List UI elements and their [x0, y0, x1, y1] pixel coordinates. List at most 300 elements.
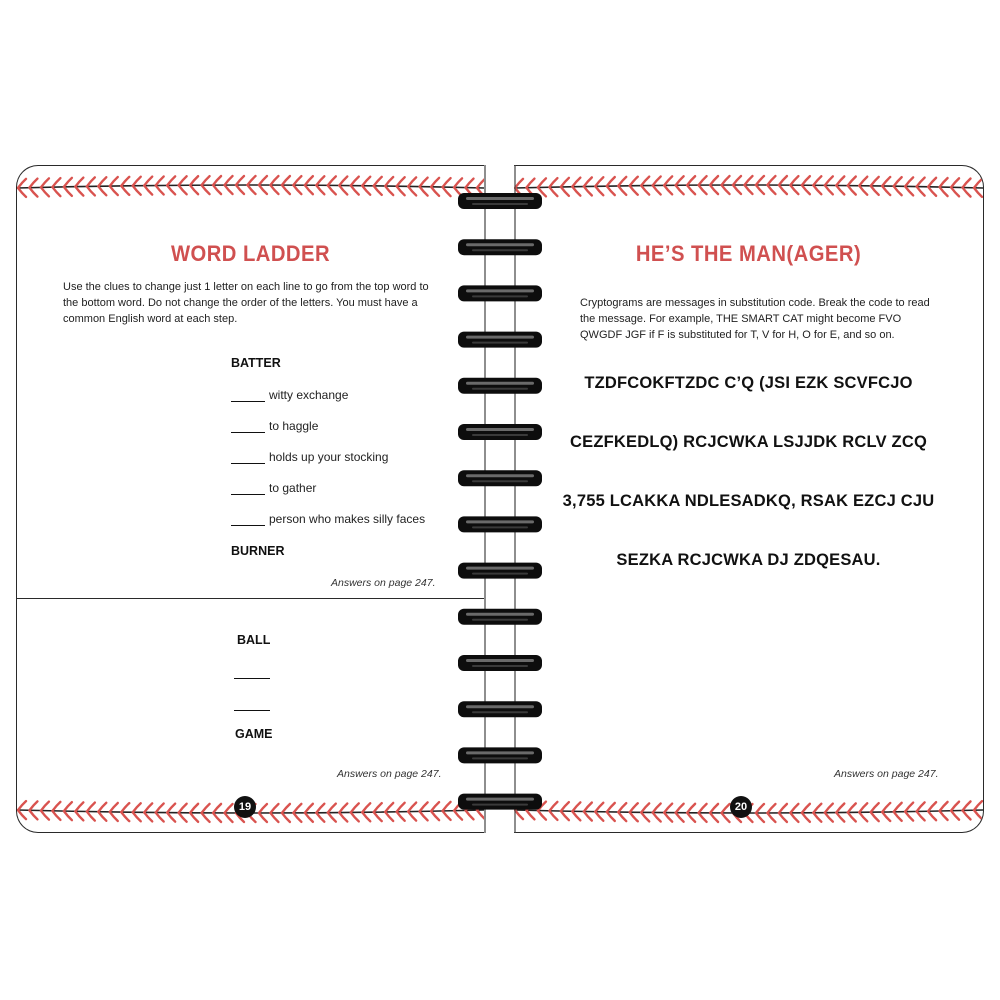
- stitch-mark: [98, 803, 106, 812]
- stitch-mark: [156, 813, 164, 822]
- stitch-mark: [572, 802, 580, 811]
- stitch-mark: [121, 812, 129, 821]
- stitch-mark: [561, 178, 569, 187]
- answers-note: Answers on page 247.: [337, 768, 442, 780]
- stitch-mark: [133, 812, 141, 821]
- stitch-mark: [733, 176, 741, 185]
- stitch-mark: [745, 176, 753, 185]
- ladder-top-word: BALL: [237, 633, 271, 647]
- stitch-mark: [420, 187, 428, 196]
- stitch-mark: [98, 186, 106, 195]
- stitch-mark: [859, 803, 867, 812]
- stitch-mark: [676, 185, 684, 194]
- ladder-clue: to haggle: [269, 419, 319, 433]
- stitch-mark: [190, 185, 198, 194]
- stitch-mark: [951, 178, 959, 187]
- stitch-mark: [75, 178, 83, 187]
- stitch-mark: [549, 811, 557, 820]
- answer-blank[interactable]: [234, 678, 270, 679]
- stitch-mark: [790, 176, 798, 185]
- right-page: [514, 165, 984, 833]
- stitch-mark: [374, 186, 382, 195]
- stitch-mark: [641, 812, 649, 821]
- stitch-mark: [87, 803, 95, 812]
- stitch-mark: [584, 186, 592, 195]
- stitch-mark: [940, 811, 948, 820]
- stitch-mark: [756, 813, 764, 822]
- stitch-mark: [836, 176, 844, 185]
- stitch-mark: [561, 802, 569, 811]
- stitch-mark: [213, 176, 221, 185]
- stitch-mark: [202, 813, 210, 822]
- stitch-mark: [859, 186, 867, 195]
- stitch-mark: [859, 177, 867, 186]
- answer-blank[interactable]: [234, 710, 270, 711]
- stitch-mark: [710, 176, 718, 185]
- spiral-binding: [452, 165, 548, 833]
- spiral-ring: [458, 516, 542, 532]
- stitch-mark: [928, 802, 936, 811]
- baseball-stitch-top: [17, 166, 484, 206]
- stitch-mark: [213, 804, 221, 813]
- stitch-mark: [664, 813, 672, 822]
- stitch-mark: [963, 179, 971, 188]
- stitch-mark: [584, 803, 592, 812]
- stitch-mark: [549, 178, 557, 187]
- stitch-mark: [699, 185, 707, 194]
- stitch-mark: [351, 812, 359, 821]
- ladder-clue: to gather: [269, 481, 317, 495]
- stitch-mark: [144, 812, 152, 821]
- stitch-mark: [431, 802, 439, 811]
- stitch-mark: [790, 185, 798, 194]
- stitch-mark: [41, 802, 49, 811]
- stitch-mark: [722, 813, 730, 822]
- left-page: [16, 165, 484, 833]
- stitch-mark: [722, 176, 730, 185]
- stitch-mark: [607, 177, 615, 186]
- stitch-mark: [584, 177, 592, 186]
- stitch-mark: [813, 185, 821, 194]
- stitch-mark: [641, 803, 649, 812]
- stitch-mark: [595, 186, 603, 195]
- stitch-mark: [894, 803, 902, 812]
- stitch-mark: [928, 178, 936, 187]
- ladder-row: [231, 450, 388, 464]
- stitch-mark: [282, 176, 290, 185]
- stitch-mark: [974, 179, 982, 188]
- stitch-mark: [802, 804, 810, 813]
- answer-blank[interactable]: [231, 451, 265, 464]
- stitch-mark: [339, 176, 347, 185]
- stitch-mark: [905, 812, 913, 821]
- stitch-mark: [813, 176, 821, 185]
- stitch-mark: [385, 177, 393, 186]
- stitch-mark: [293, 176, 301, 185]
- spiral-ring: [458, 747, 542, 763]
- stitch-mark: [699, 804, 707, 813]
- stitch-mark: [710, 804, 718, 813]
- ladder-clue: person who makes silly faces: [269, 512, 426, 526]
- stitch-mark: [225, 804, 233, 813]
- stitch-mark: [52, 187, 60, 196]
- stitch-mark: [664, 185, 672, 194]
- stitch-mark: [802, 176, 810, 185]
- stitch-mark: [397, 177, 405, 186]
- stitch-mark: [374, 803, 382, 812]
- stitch-mark: [951, 187, 959, 196]
- stitch-mark: [374, 177, 382, 186]
- stitch-mark: [618, 177, 626, 186]
- stitch-mark: [733, 185, 741, 194]
- baseball-stitch-top: [514, 166, 983, 206]
- stitch-mark: [664, 176, 672, 185]
- stitch-mark: [561, 811, 569, 820]
- stitch-mark: [41, 811, 49, 820]
- cryptogram-line: SEZKA RCJCWKA DJ ZDQESAU.: [616, 551, 881, 569]
- stitch-mark: [974, 810, 982, 819]
- cryptogram-line: CEZFKEDLQ) RCJCWKA LSJJDK RCLV ZCQ: [570, 433, 927, 451]
- spiral-ring: [458, 563, 542, 579]
- stitch-mark: [699, 813, 707, 822]
- stitch-mark: [385, 812, 393, 821]
- answer-blank[interactable]: [231, 389, 265, 402]
- stitch-mark: [779, 813, 787, 822]
- ladder-bottom-word: BURNER: [231, 544, 285, 558]
- instructions: Cryptograms are messages in substitution code. Break the code to read the message. For example, THE SMART CAT might become FVO QWGDF JGF if F is substituted for T, V for H, O for E, and so on.: [580, 297, 930, 341]
- stitch-mark: [802, 813, 810, 822]
- stitch-mark: [156, 176, 164, 185]
- stitch-mark: [905, 186, 913, 195]
- stitch-mark: [664, 804, 672, 813]
- stitch-mark: [607, 803, 615, 812]
- stitch-mark: [756, 176, 764, 185]
- stitch-mark: [167, 176, 175, 185]
- stitch-mark: [385, 803, 393, 812]
- stitch-mark: [928, 187, 936, 196]
- stitch-mark: [259, 176, 267, 185]
- stitch-mark: [225, 813, 233, 822]
- stitch-mark: [572, 187, 580, 196]
- page-number: 19: [234, 796, 256, 818]
- stitch-mark: [676, 813, 684, 822]
- stitch-mark: [18, 810, 26, 819]
- stitch-mark: [397, 186, 405, 195]
- stitch-mark: [836, 813, 844, 822]
- stitch-mark: [408, 803, 416, 812]
- ladder-clue: holds up your stocking: [269, 450, 389, 464]
- stitch-mark: [167, 185, 175, 194]
- stitch-mark: [443, 178, 451, 187]
- stitch-mark: [699, 176, 707, 185]
- stitch-mark: [374, 812, 382, 821]
- stitch-mark: [653, 176, 661, 185]
- stitch-mark: [156, 185, 164, 194]
- stitch-mark: [630, 186, 638, 195]
- stitch-mark: [687, 813, 695, 822]
- stitch-mark: [420, 811, 428, 820]
- answer-blank[interactable]: [231, 482, 265, 495]
- stitch-mark: [710, 813, 718, 822]
- stitch-mark: [293, 804, 301, 813]
- stitch-mark: [630, 177, 638, 186]
- stitch-mark: [653, 813, 661, 822]
- page-number: 20: [730, 796, 752, 818]
- stitch-mark: [305, 813, 313, 822]
- stitch-mark: [213, 185, 221, 194]
- stitch-mark: [339, 804, 347, 813]
- stitch-mark: [339, 185, 347, 194]
- stitch-mark: [595, 803, 603, 812]
- stitch-mark: [549, 187, 557, 196]
- stitch-mark: [385, 186, 393, 195]
- stitch-mark: [825, 176, 833, 185]
- stitch-mark: [790, 813, 798, 822]
- stitch-mark: [882, 177, 890, 186]
- stitch-mark: [316, 813, 324, 822]
- stitch-mark: [431, 187, 439, 196]
- stitch-mark: [687, 185, 695, 194]
- stitch-mark: [687, 804, 695, 813]
- stitch-mark: [259, 813, 267, 822]
- stitch-mark: [607, 812, 615, 821]
- stitch-mark: [745, 185, 753, 194]
- stitch-mark: [248, 176, 256, 185]
- stitch-mark: [882, 803, 890, 812]
- stitch-mark: [722, 185, 730, 194]
- stitch-mark: [362, 177, 370, 186]
- stitch-mark: [825, 813, 833, 822]
- stitch-mark: [190, 813, 198, 822]
- stitch-mark: [408, 812, 416, 821]
- stitch-mark: [305, 804, 313, 813]
- stitch-mark: [316, 185, 324, 194]
- stitch-mark: [641, 186, 649, 195]
- instructions: Use the clues to change just 1 letter on each line to go from the top word to the bottom word. Do not change the order of the letters. You must have a common English word at each step.: [63, 281, 429, 325]
- spiral-ring: [458, 193, 542, 209]
- stitch-mark: [963, 188, 971, 197]
- stitch-mark: [584, 812, 592, 821]
- stitch-mark: [351, 186, 359, 195]
- stitch-mark: [836, 185, 844, 194]
- stitch-mark: [75, 187, 83, 196]
- stitch-mark: [190, 804, 198, 813]
- stitch-mark: [630, 812, 638, 821]
- stitch-mark: [351, 177, 359, 186]
- stitch-mark: [362, 803, 370, 812]
- stitch-mark: [420, 178, 428, 187]
- stitch-mark: [420, 802, 428, 811]
- stitch-mark: [293, 813, 301, 822]
- stitch-mark: [917, 178, 925, 187]
- stitch-mark: [179, 185, 187, 194]
- stitch-mark: [940, 178, 948, 187]
- stitch-mark: [305, 176, 313, 185]
- stitch-mark: [282, 813, 290, 822]
- stitch-mark: [248, 185, 256, 194]
- stitch-mark: [951, 811, 959, 820]
- stitch-mark: [179, 813, 187, 822]
- stitch-mark: [848, 186, 856, 195]
- stitch-mark: [871, 812, 879, 821]
- spiral-ring: [458, 609, 542, 625]
- stitch-mark: [270, 185, 278, 194]
- stitch-mark: [779, 185, 787, 194]
- spiral-ring: [458, 424, 542, 440]
- stitch-mark: [825, 804, 833, 813]
- cryptogram-line: 3,755 LCAKKA NDLESADKQ, RSAK EZCJ CJU: [562, 492, 935, 510]
- spiral-ring: [458, 701, 542, 717]
- stitch-mark: [339, 813, 347, 822]
- stitch-mark: [305, 185, 313, 194]
- stitch-mark: [133, 186, 141, 195]
- ladder-bottom-word: GAME: [235, 727, 273, 741]
- stitch-mark: [630, 803, 638, 812]
- stitch-mark: [64, 187, 72, 196]
- stitch-mark: [963, 810, 971, 819]
- stitch-mark: [431, 178, 439, 187]
- stitch-mark: [351, 803, 359, 812]
- answer-blank[interactable]: [231, 420, 265, 433]
- stitch-mark: [848, 803, 856, 812]
- stitch-mark: [167, 813, 175, 822]
- stitch-mark: [87, 186, 95, 195]
- stitch-mark: [963, 801, 971, 810]
- stitch-mark: [802, 185, 810, 194]
- stitch-mark: [825, 185, 833, 194]
- spiral-ring: [458, 239, 542, 255]
- stitch-mark: [41, 178, 49, 187]
- stitch-mark: [328, 185, 336, 194]
- stitch-mark: [121, 803, 129, 812]
- stitch-mark: [167, 804, 175, 813]
- stitch-mark: [848, 177, 856, 186]
- stitch-mark: [813, 813, 821, 822]
- stitch-mark: [653, 804, 661, 813]
- stitch-mark: [871, 803, 879, 812]
- stitch-mark: [940, 187, 948, 196]
- ladder-clue: witty exchange: [269, 388, 349, 402]
- stitch-mark: [52, 178, 60, 187]
- spiral-ring: [458, 332, 542, 348]
- stitch-mark: [710, 185, 718, 194]
- stitch-mark: [882, 186, 890, 195]
- stitch-mark: [408, 177, 416, 186]
- stitch-mark: [940, 802, 948, 811]
- stitch-mark: [607, 186, 615, 195]
- stitch-mark: [767, 804, 775, 813]
- stitch-mark: [917, 811, 925, 820]
- ladder-row: [231, 388, 348, 402]
- stitch-mark: [87, 177, 95, 186]
- stitch-mark: [572, 811, 580, 820]
- stitch-mark: [179, 804, 187, 813]
- page-title: HE’S THE MAN(AGER): [635, 241, 862, 266]
- stitch-mark: [595, 812, 603, 821]
- stitch-mark: [894, 812, 902, 821]
- stitch-mark: [270, 804, 278, 813]
- stitch-mark: [29, 810, 37, 819]
- stitch-mark: [64, 178, 72, 187]
- stitch-mark: [270, 176, 278, 185]
- stitch-mark: [144, 186, 152, 195]
- answers-note: Answers on page 247.: [834, 768, 939, 780]
- stitch-mark: [974, 801, 982, 810]
- stitch-mark: [87, 812, 95, 821]
- stitch-mark: [75, 811, 83, 820]
- stitch-mark: [974, 188, 982, 197]
- stitch-mark: [98, 812, 106, 821]
- spiral-ring: [458, 285, 542, 301]
- answer-blank[interactable]: [231, 513, 265, 526]
- ladder-row: [231, 419, 318, 433]
- stitch-mark: [282, 185, 290, 194]
- stitch-mark: [18, 188, 26, 197]
- stitch-mark: [618, 803, 626, 812]
- spiral-ring: [458, 794, 542, 810]
- stitch-mark: [179, 176, 187, 185]
- stitch-mark: [882, 812, 890, 821]
- stitch-mark: [790, 804, 798, 813]
- stitch-mark: [41, 187, 49, 196]
- stitch-mark: [144, 177, 152, 186]
- stitch-mark: [202, 176, 210, 185]
- stitch-mark: [641, 177, 649, 186]
- stitch-mark: [767, 185, 775, 194]
- stitch-mark: [362, 186, 370, 195]
- stitch-mark: [316, 804, 324, 813]
- spiral-ring: [458, 378, 542, 394]
- stitch-mark: [408, 186, 416, 195]
- stitch-mark: [951, 802, 959, 811]
- stitch-mark: [767, 176, 775, 185]
- stitch-mark: [64, 802, 72, 811]
- stitch-mark: [282, 804, 290, 813]
- stitch-mark: [549, 802, 557, 811]
- stitch-mark: [18, 801, 26, 810]
- stitch-mark: [98, 177, 106, 186]
- stitch-mark: [443, 187, 451, 196]
- stitch-mark: [431, 811, 439, 820]
- stitch-mark: [270, 813, 278, 822]
- page-title: WORD LADDER: [170, 241, 331, 266]
- spiral-ring: [458, 470, 542, 486]
- stitch-mark: [293, 185, 301, 194]
- stitch-mark: [213, 813, 221, 822]
- stitch-mark: [756, 185, 764, 194]
- stitch-mark: [928, 811, 936, 820]
- stitch-mark: [202, 804, 210, 813]
- stitch-mark: [779, 176, 787, 185]
- stitch-mark: [259, 185, 267, 194]
- stitch-mark: [687, 176, 695, 185]
- stitch-mark: [328, 804, 336, 813]
- stitch-mark: [110, 186, 118, 195]
- stitch-mark: [29, 801, 37, 810]
- stitch-mark: [653, 185, 661, 194]
- stitch-mark: [64, 811, 72, 820]
- stitch-mark: [894, 177, 902, 186]
- stitch-mark: [316, 176, 324, 185]
- stitch-mark: [917, 187, 925, 196]
- stitch-mark: [18, 179, 26, 188]
- stitch-mark: [618, 812, 626, 821]
- stitch-mark: [190, 176, 198, 185]
- stitch-mark: [52, 802, 60, 811]
- cryptogram-line: TZDFCOKFTZDC C’Q (JSI EZK SCVFCJO: [584, 374, 913, 392]
- stitch-mark: [767, 813, 775, 822]
- stitch-mark: [443, 811, 451, 820]
